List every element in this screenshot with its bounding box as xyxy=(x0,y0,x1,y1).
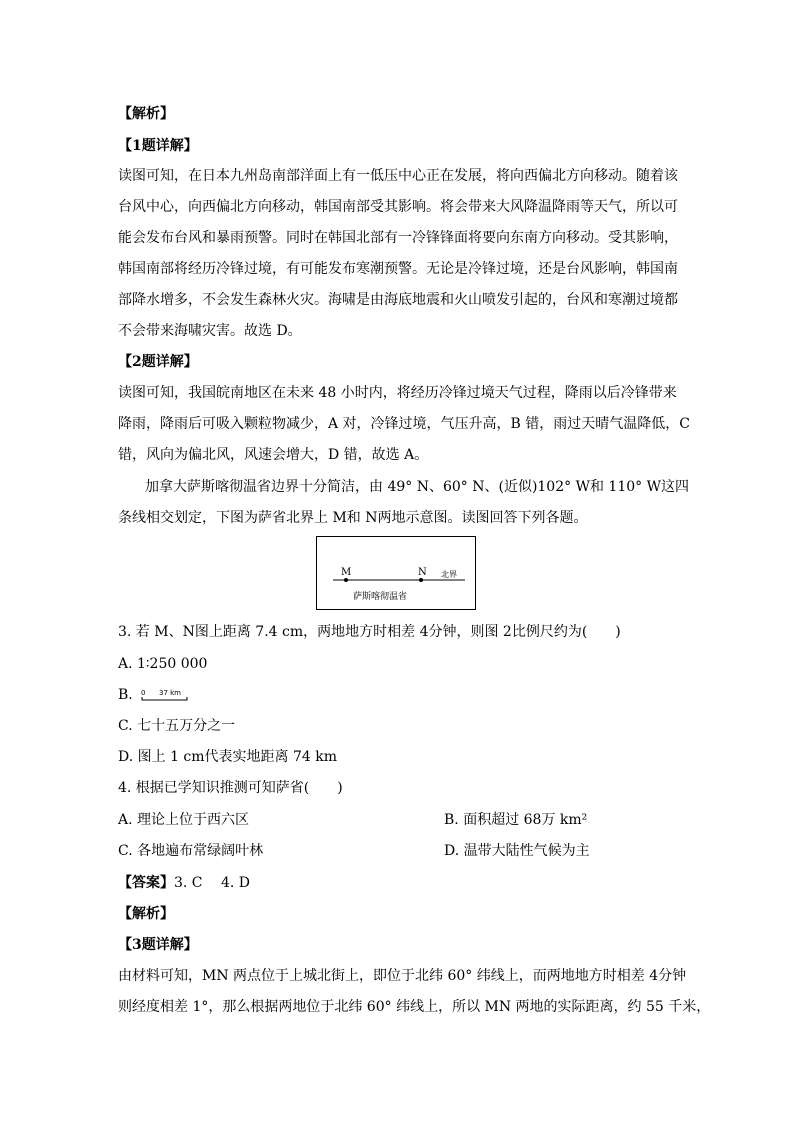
border-label: 北界 xyxy=(441,570,457,579)
scale-bar xyxy=(141,688,191,702)
section-heading-analysis: 【解析】 xyxy=(118,106,174,122)
answer-label: 【答案】 xyxy=(118,875,174,891)
point-m-dot xyxy=(344,578,348,582)
province-label: 萨斯喀彻温省 xyxy=(353,592,408,602)
section-heading-q2: 【2题详解】 xyxy=(118,354,198,370)
scale-bar-line xyxy=(142,697,187,700)
answer-text: 3. C 4. D xyxy=(174,875,251,891)
q1-text-line: 能会发布台风和暴雨预警。同时在韩国北部有一冷锋锋面将要向东南方向移动。受其影响， xyxy=(118,230,678,246)
q1-text-line: 台风中心，向西偏北方向移动，韩国南部受其影响。将会带来大风降温降雨等天气，所以可 xyxy=(118,199,678,215)
point-m-label: M xyxy=(341,567,352,578)
q2-text-line: 读图可知，我国皖南地区在未来 48 小时内，将经历冷锋过境天气过程，降雨以后冷锋带来 xyxy=(118,385,677,401)
q4-option-d: D. 温带大陆性气候为主 xyxy=(444,843,590,859)
q4-option-b: B. 面积超过 68万 km² xyxy=(444,812,588,828)
q1-text-line: 韩国南部将经历冷锋过境，有可能发布寒潮预警。无论是冷锋过境，还是台风影响，韩国南 xyxy=(118,261,678,277)
q3-option-b xyxy=(118,685,191,705)
q4-stem: 4. 根据已学知识推测可知萨省( ) xyxy=(118,780,343,796)
q3-option-c: C. 七十五万分之一 xyxy=(118,718,236,734)
q4-option-c: C. 各地遍布常绿阔叶林 xyxy=(118,843,264,859)
intro-text-line: 加拿大萨斯喀彻温省边界十分简洁，由 49° N、60° N、(近似)102° W和 110° W这四 xyxy=(145,479,689,495)
q3-text-line: 由材料可知，MN 两点位于上城北街上，即位于北纬 60° 纬线上，而两地地方时相差 4分钟 xyxy=(118,968,687,984)
section-heading-q1: 【1题详解】 xyxy=(118,138,198,154)
q3-text-line: 则经度相差 1°，那么根据两地位于北纬 60° 纬线上，所以 MN 两地的实际距离，约 55 千米， xyxy=(118,999,711,1015)
section-heading-q3: 【3题详解】 xyxy=(118,937,198,953)
q3-stem: 3. 若 M、N图上距离 7.4 cm，两地地方时相差 4分钟，则图 2比例尺约为( ) xyxy=(118,624,621,640)
q2-text-line: 错，风向为偏北风，风速会增大，D 错，故选 A。 xyxy=(118,447,429,463)
section-heading-analysis-2: 【解析】 xyxy=(118,906,174,922)
q4-option-a: A. 理论上位于西六区 xyxy=(118,812,250,828)
intro-text-line: 条线相交划定，下图为萨省北界上 M和 N两地示意图。读图回答下列各题。 xyxy=(118,510,588,526)
q3-option-a: A. 1∶250 000 xyxy=(118,656,208,672)
scale-km-label: 37 km xyxy=(159,689,182,697)
point-n-dot xyxy=(419,578,423,582)
map-figure xyxy=(316,536,476,610)
q3-option-d: D. 图上 1 cm代表实地距离 74 km xyxy=(118,749,338,765)
q2-text-line: 降雨，降雨后可吸入颗粒物减少，A 对，冷锋过境，气压升高，B 错，雨过天晴气温降低，C xyxy=(118,416,691,432)
map-diagram xyxy=(317,537,477,611)
q1-text-line: 读图可知，在日本九州岛南部洋面上有一低压中心正在发展，将向西偏北方向移动。随着该 xyxy=(118,168,678,184)
answer-line xyxy=(118,873,250,893)
point-n-label: N xyxy=(418,567,427,578)
q3-option-b-prefix: B. xyxy=(118,687,133,703)
q1-text-line: 部降水增多，不会发生森林火灾。海啸是由海底地震和火山喷发引起的，台风和寒潮过境都 xyxy=(118,292,678,308)
q1-text-line: 不会带来海啸灾害。故选 D。 xyxy=(118,323,302,339)
scale-zero-label: 0 xyxy=(141,689,146,697)
